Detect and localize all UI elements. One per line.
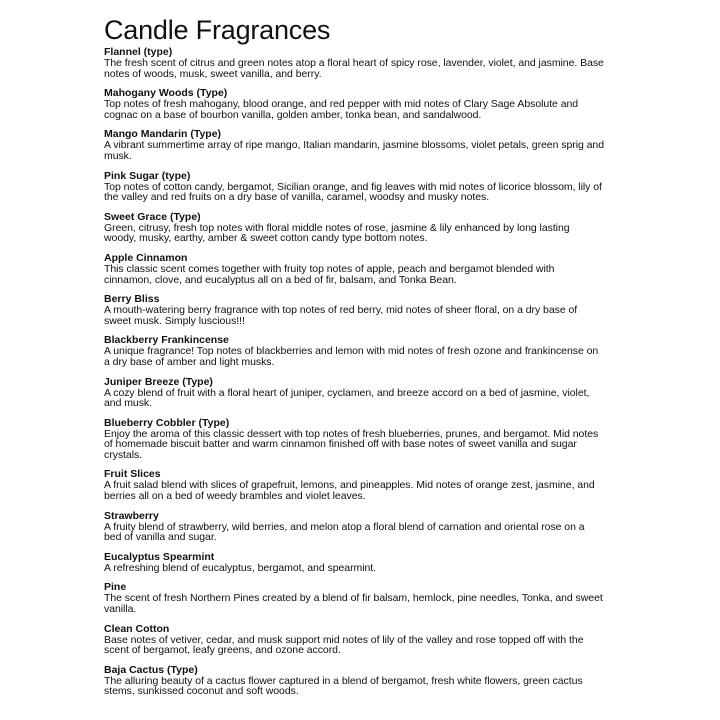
fragrance-description: A unique fragrance! Top notes of blackberries and lemon with mid notes of fresh ozone and frankincense on a dry base of amber and light musks. bbox=[104, 345, 599, 368]
fragrance-description: Top notes of fresh mahogany, blood orange, and red pepper with mid notes of Clary Sage Absolute and cognac on a base of bourbon vanilla, golden amber, tonka bean, and sandalwood. bbox=[104, 98, 579, 121]
page-title: Candle Fragrances bbox=[104, 15, 331, 45]
fragrance-name: Strawberry bbox=[104, 509, 159, 522]
fragrance-description: A cozy blend of fruit with a floral heart of juniper, cyclamen, and breeze accord on a bed of jasmine, violet, and musk. bbox=[104, 386, 590, 410]
fragrance-description: A mouth-watering berry fragrance with top notes of red berry, mid notes of sheer floral, on a dry base of sweet musk. Simply luscious!!! bbox=[104, 304, 578, 327]
fragrance-entry bbox=[104, 47, 604, 79]
fragrance-entry bbox=[104, 294, 604, 326]
fragrance-name: Blackberry Frankincense bbox=[104, 334, 229, 347]
fragrance-name: Mango Mandarin (Type) bbox=[104, 128, 222, 141]
fragrance-name: Juniper Breeze (Type) bbox=[104, 375, 213, 388]
fragrance-description: A fruity blend of strawberry, wild berries, and melon atop a floral blend of carnation and oriental rose on a bed of vanilla and sugar. bbox=[104, 520, 585, 544]
fragrance-entry bbox=[104, 129, 604, 161]
fragrance-entry bbox=[104, 469, 604, 501]
fragrance-description: The alluring beauty of a cactus flower captured in a blend of bergamot, fresh white flowers, green cactus stems, sunkissed coconut and soft woods. bbox=[104, 674, 583, 698]
fragrance-entry bbox=[104, 253, 604, 285]
fragrance-entry bbox=[104, 377, 604, 409]
fragrance-name: Apple Cinnamon bbox=[104, 251, 188, 264]
document-page bbox=[104, 14, 604, 706]
fragrance-entry bbox=[104, 418, 604, 461]
fragrance-entry bbox=[104, 624, 604, 656]
fragrance-name: Fruit Slices bbox=[104, 468, 161, 481]
fragrance-entry bbox=[104, 511, 604, 543]
fragrance-name: Eucalyptus Spearmint bbox=[104, 550, 215, 563]
fragrance-name: Flannel (type) bbox=[104, 46, 173, 58]
fragrance-description: Green, citrusy, fresh top notes with floral middle notes of rose, jasmine & lily enhanced by long lasting woody, musky, earthy, amber & sweet cotton candy type bottom notes. bbox=[104, 221, 570, 245]
fragrance-name: Pink Sugar (type) bbox=[104, 169, 191, 182]
fragrance-description: Base notes of vetiver, cedar, and musk support mid notes of lily of the valley and rose topped off with the scent of bergamot, leafy greens, and ozone accord. bbox=[104, 633, 584, 657]
fragrance-description: This classic scent comes together with fruity top notes of apple, peach and bergamot blended with cinnamon, clove, and eucalyptus all on a bed of fir, balsam, and Tonka Bean. bbox=[104, 262, 555, 286]
fragrance-description: The scent of fresh Northern Pines created by a blend of fir balsam, hemlock, pine needles, Tonka, and sweet vanilla. bbox=[104, 592, 603, 616]
fragrance-name: Sweet Grace (Type) bbox=[104, 210, 201, 223]
fragrance-description: A vibrant summertime array of ripe mango, Italian mandarin, jasmine blossoms, violet petals, green sprig and musk. bbox=[104, 139, 605, 162]
fragrance-name: Pine bbox=[104, 581, 127, 594]
fragrance-description: Enjoy the aroma of this classic dessert with top notes of fresh blueberries, prunes, and bergamot. Mid notes of homemade biscuit batter and warm cinnamon finished off with base notes of sweet vanilla and sugar crystals. bbox=[104, 427, 599, 461]
fragrance-entry bbox=[104, 212, 604, 244]
fragrance-entry bbox=[104, 552, 604, 574]
fragrance-entry bbox=[104, 88, 604, 120]
fragrance-entry bbox=[104, 335, 604, 367]
fragrance-name: Berry Bliss bbox=[104, 293, 160, 306]
fragrance-entry bbox=[104, 171, 604, 203]
fragrance-list bbox=[104, 47, 604, 697]
fragrance-entry bbox=[104, 582, 604, 614]
fragrance-name: Blueberry Cobbler (Type) bbox=[104, 416, 230, 429]
fragrance-description: A refreshing blend of eucalyptus, bergamot, and spearmint. bbox=[104, 561, 377, 574]
fragrance-name: Clean Cotton bbox=[104, 622, 170, 635]
fragrance-name: Mahogany Woods (Type) bbox=[104, 87, 228, 100]
fragrance-name: Baja Cactus (Type) bbox=[104, 663, 198, 676]
fragrance-description: A fruit salad blend with slices of grapefruit, lemons, and pineapples. Mid notes of orange zest, jasmine, and berries all on a bed of weedy brambles and violet leaves. bbox=[104, 479, 595, 503]
fragrance-description: Top notes of cotton candy, bergamot, Sicilian orange, and fig leaves with mid notes of licorice blossom, lily of the valley and red fruits on a dry base of vanilla, caramel, woodsy and musky notes. bbox=[104, 180, 602, 204]
fragrance-entry bbox=[104, 665, 604, 697]
fragrance-description: The fresh scent of citrus and green notes atop a floral heart of spicy rose, lavender, violet, and jasmine. Base notes of woods, musk, sweet vanilla, and berry. bbox=[104, 57, 604, 80]
